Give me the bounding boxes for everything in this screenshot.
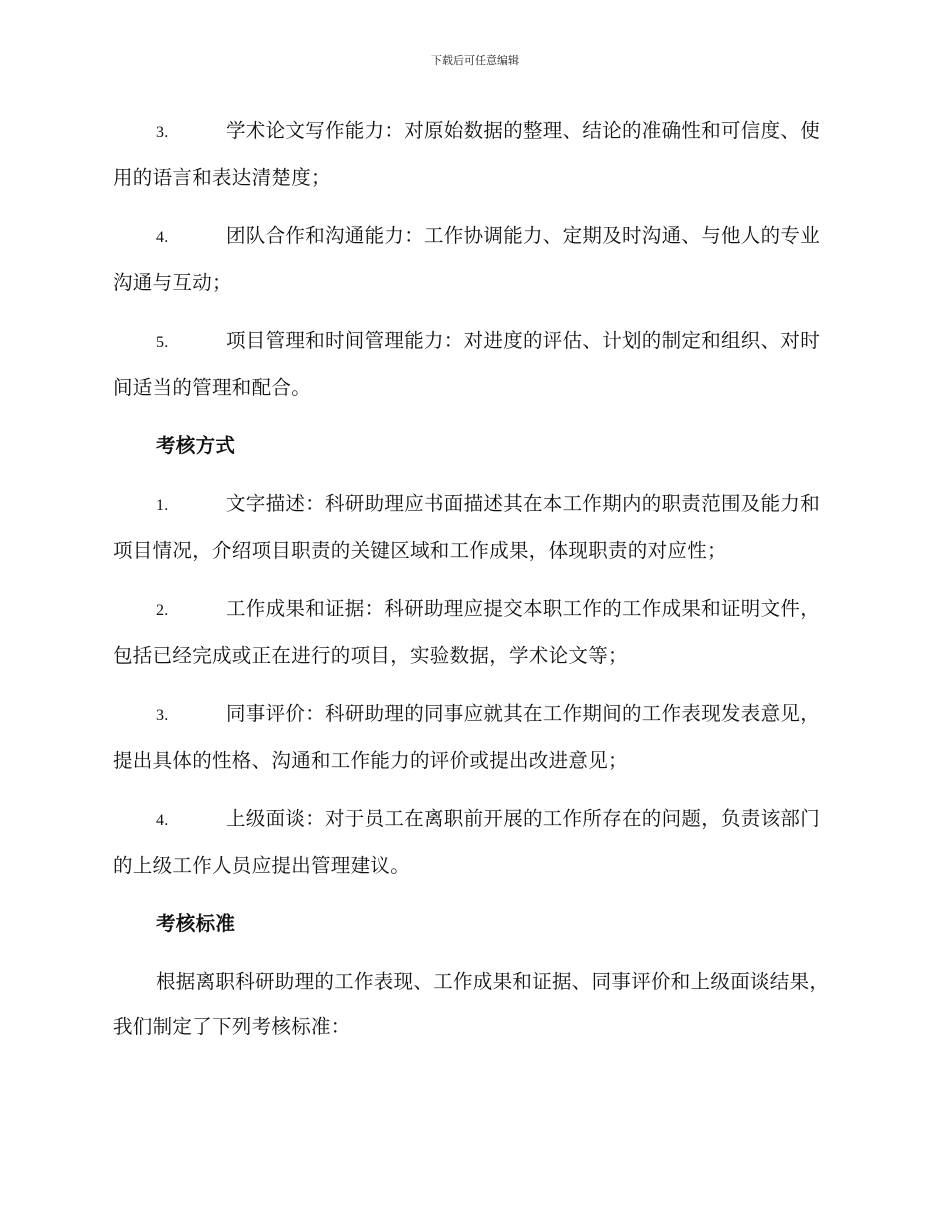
list-item: [113, 481, 837, 573]
list-item-number: 4.: [156, 812, 169, 829]
list-item: [113, 691, 837, 783]
section-heading-standard: 考核标准: [156, 912, 236, 935]
list-item: [113, 108, 837, 200]
list-item: [113, 318, 837, 410]
list-item-text: 同事评价：科研助理的同事应就其在工作期间的工作表现发表意见，提出具体的性格、沟通和工作能力的评价或提出改进意见；: [113, 702, 821, 772]
list-item-number: 2.: [156, 602, 169, 619]
section-heading-method: 考核方式: [156, 434, 236, 457]
list-item-text: 学术论文写作能力：对原始数据的整理、结论的准确性和可信度、使用的语言和表达清楚度；: [113, 119, 821, 189]
list-item: [113, 213, 837, 305]
list-item: [113, 796, 837, 888]
list-item-text: 文字描述：科研助理应书面描述其在本工作期内的职责范围及能力和项目情况，介绍项目职责的关键区域和工作成果，体现职责的对应性；: [113, 492, 821, 562]
list-item-number: 5.: [156, 334, 169, 351]
document-body: [113, 108, 837, 1049]
list-item-number: 1.: [156, 497, 169, 514]
list-item: [113, 586, 837, 678]
list-item-text: 项目管理和时间管理能力：对进度的评估、计划的制定和组织、对时间适当的管理和配合。: [113, 329, 821, 399]
list-item-number: 3.: [156, 707, 169, 724]
list-item-number: 3.: [156, 124, 169, 141]
list-item-text: 上级面谈：对于员工在离职前开展的工作所存在的问题，负责该部门的上级工作人员应提出管理建议。: [113, 807, 821, 877]
page-header: 下载后可任意编辑: [431, 54, 519, 67]
list-item-text: 团队合作和沟通能力：工作协调能力、定期及时沟通、与他人的专业沟通与互动；: [113, 224, 821, 294]
list-item-number: 4.: [156, 229, 169, 246]
body-paragraph: 根据离职科研助理的工作表现、工作成果和证据、同事评价和上级面谈结果，我们制定了下列考核标准：: [113, 970, 830, 1038]
list-item-text: 工作成果和证据：科研助理应提交本职工作的工作成果和证明文件，包括已经完成或正在进行的项目，实验数据，学术论文等；: [113, 597, 821, 667]
